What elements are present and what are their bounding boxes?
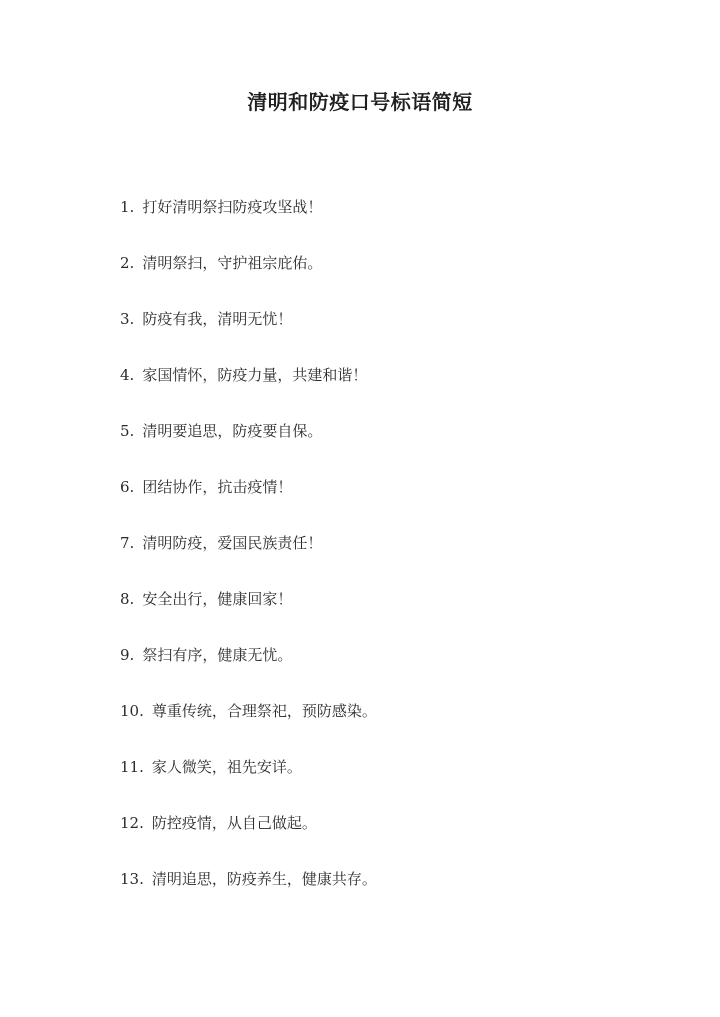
list-item xyxy=(120,420,680,476)
list-item xyxy=(120,364,680,420)
list-item xyxy=(120,252,680,308)
list-item xyxy=(120,196,680,252)
item-number: 8. xyxy=(120,590,135,608)
item-text: 家人微笑，祖先安详。 xyxy=(151,758,302,776)
list-item xyxy=(120,868,680,924)
item-text: 安全出行，健康回家！ xyxy=(142,590,293,608)
item-text: 防控疫情，从自己做起。 xyxy=(151,814,317,832)
item-text: 清明祭扫，守护祖宗庇佑。 xyxy=(142,254,323,272)
item-text: 清明防疫，爱国民族责任！ xyxy=(142,534,323,552)
item-text: 团结协作，抗击疫情！ xyxy=(142,478,293,496)
item-number: 11. xyxy=(120,758,144,776)
item-number: 2. xyxy=(120,254,135,272)
item-number: 12. xyxy=(120,814,144,832)
item-number: 9. xyxy=(120,646,135,664)
list-item xyxy=(120,812,680,868)
list-item xyxy=(120,644,680,700)
item-text: 防疫有我，清明无忧！ xyxy=(142,310,293,328)
item-text: 清明追思，防疫养生，健康共存。 xyxy=(151,870,377,888)
item-number: 5. xyxy=(120,422,135,440)
document-title: 清明和防疫口号标语简短 xyxy=(247,90,473,114)
item-number: 3. xyxy=(120,310,135,328)
item-text: 尊重传统，合理祭祀，预防感染。 xyxy=(151,702,377,720)
item-number: 13. xyxy=(120,870,144,888)
item-number: 4. xyxy=(120,366,135,384)
item-number: 6. xyxy=(120,478,135,496)
list-item xyxy=(120,588,680,644)
item-text: 家国情怀，防疫力量，共建和谐！ xyxy=(142,366,368,384)
item-number: 7. xyxy=(120,534,135,552)
item-text: 清明要追思，防疫要自保。 xyxy=(142,422,323,440)
list-item xyxy=(120,700,680,756)
item-text: 祭扫有序，健康无忧。 xyxy=(142,646,293,664)
slogan-list xyxy=(120,196,680,924)
item-number: 1. xyxy=(120,198,135,216)
list-item xyxy=(120,532,680,588)
list-item xyxy=(120,308,680,364)
item-number: 10. xyxy=(120,702,144,720)
list-item xyxy=(120,476,680,532)
list-item xyxy=(120,756,680,812)
item-text: 打好清明祭扫防疫攻坚战！ xyxy=(142,198,323,216)
